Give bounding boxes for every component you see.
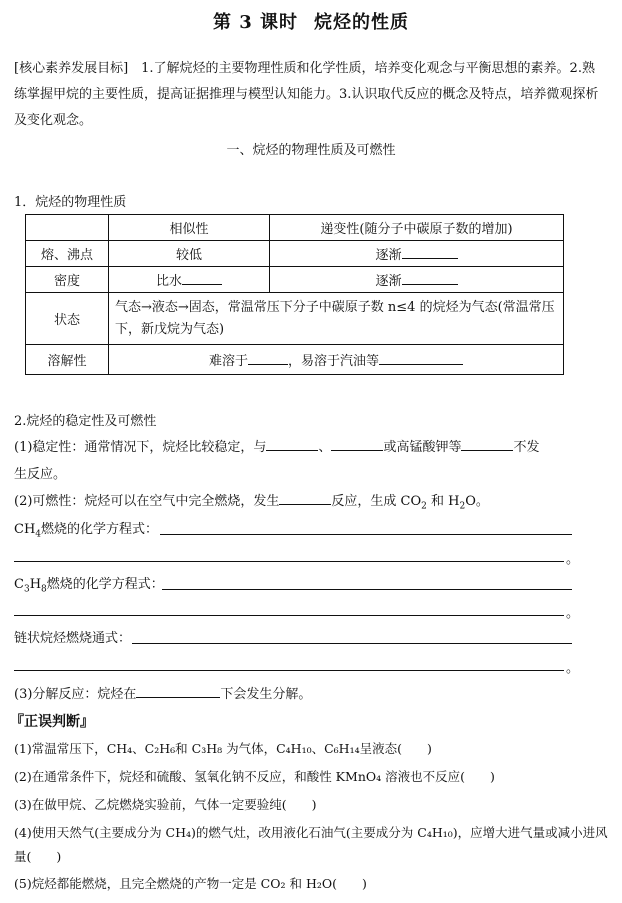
answer-line[interactable] [14,670,564,671]
flammability-line: (2)可燃性：烷烃可以在空气中完全燃烧，发生 反应，生成 $CO_2$ 和 $H_2O$。 [14,490,610,512]
row-label: 熔、沸点 [26,241,109,267]
row-similarity: 比水 [109,267,270,293]
learning-goals: [核心素养发展目标] 1.了解烷烃的主要物理性质和化学性质，培养变化观念与平衡思想的素养。2.熟练掌握甲烷的主要性质，提高证据推理与模型认知能力。3.认识取代反应的概念及特点，培养微观探析及变化观念。 [14,61,599,128]
section-heading-1: 一、烷烃的物理性质及可燃性 [226,143,396,158]
table-row [26,241,564,267]
judgement-item: (1)常温常压下，CH₄、C₂H₆和 C₃H₈ 为气体，C₄H₁₀、C₆H₁₄呈液态( ) [14,741,432,756]
page-title [0,8,622,34]
period-mark: 。 [566,552,580,567]
answer-line[interactable] [132,643,572,644]
row-label: 密度 [26,267,109,293]
judgement-item: (3)在做甲烷、乙烷燃烧实验前，气体一定要验纯( ) [14,797,317,812]
stability-line: (1)稳定性：通常情况下，烷烃比较稳定，与 、 或高锰酸钾等 不发 [14,436,610,455]
table-row [26,267,564,293]
answer-blank[interactable] [461,436,513,451]
answer-blank[interactable] [279,490,331,505]
answer-line[interactable] [160,534,572,535]
table-header-cell: 递变性(随分子中碳原子数的增加) [270,215,564,241]
answer-blank[interactable] [182,270,222,285]
answer-blank[interactable] [136,683,220,698]
answer-blank[interactable] [379,350,463,365]
period-mark: 。 [566,606,580,621]
answer-blank[interactable] [402,244,458,259]
table-row [26,293,564,345]
row-state-description: 气态→液态→固态，常温常压下分子中碳原子数 n≤4 的烷烃为气态(常温常压下，新戊烷为气态) [109,293,564,345]
answer-blank[interactable] [266,436,318,451]
true-false-heading: 『正误判断』 [10,714,94,730]
row-solubility: 难溶于 ，易溶于汽油等 [109,345,564,375]
judgement-item: (2)在通常条件下，烷烃和硫酸、氢氧化钠不反应，和酸性 KMnO₄ 溶液也不反应( ) [14,769,495,784]
subheading-stability: 2.烷烃的稳定性及可燃性 [14,414,157,429]
judgement-item: (4)使用天然气(主要成分为 CH₄)的燃气灶，改用液化石油气(主要成分为 C₄H₁₀)，应增大进气量或减小进风量( ) [14,825,608,864]
eq-propane-label: $C_3H_8$燃烧的化学方程式： [14,577,164,595]
row-trend: 逐渐 [270,241,564,267]
table-header-cell: 相似性 [109,215,270,241]
period-mark: 。 [566,661,580,676]
answer-line[interactable] [162,589,572,590]
lesson-topic: 烷烃的性质 [314,12,410,33]
lesson-number: 第 3 课时 [212,12,299,33]
eq-general-label: 链状烷烃燃烧通式： [14,631,132,646]
answer-blank[interactable] [331,436,383,451]
judgement-item: (5)烷烃都能燃烧，且完全燃烧的产物一定是 CO₂ 和 H₂O( ) [14,876,367,891]
eq-methane-label: $CH_4$燃烧的化学方程式： [14,522,159,540]
row-label: 溶解性 [26,345,109,375]
table-header-cell [26,215,109,241]
stability-line-cont: 生反应。 [14,467,67,482]
table-header-row [26,215,564,241]
answer-blank[interactable] [248,350,288,365]
physical-properties-table [25,214,564,375]
answer-blank[interactable] [402,270,458,285]
row-label: 状态 [26,293,109,345]
table-row [26,345,564,375]
decomposition-line: (3)分解反应：烷烃在 下会发生分解。 [14,683,610,702]
answer-line[interactable] [14,561,564,562]
answer-line[interactable] [14,615,564,616]
row-similarity: 较低 [109,241,270,267]
row-trend: 逐渐 [270,267,564,293]
subheading-physical-properties: 1．烷烃的物理性质 [14,195,127,210]
